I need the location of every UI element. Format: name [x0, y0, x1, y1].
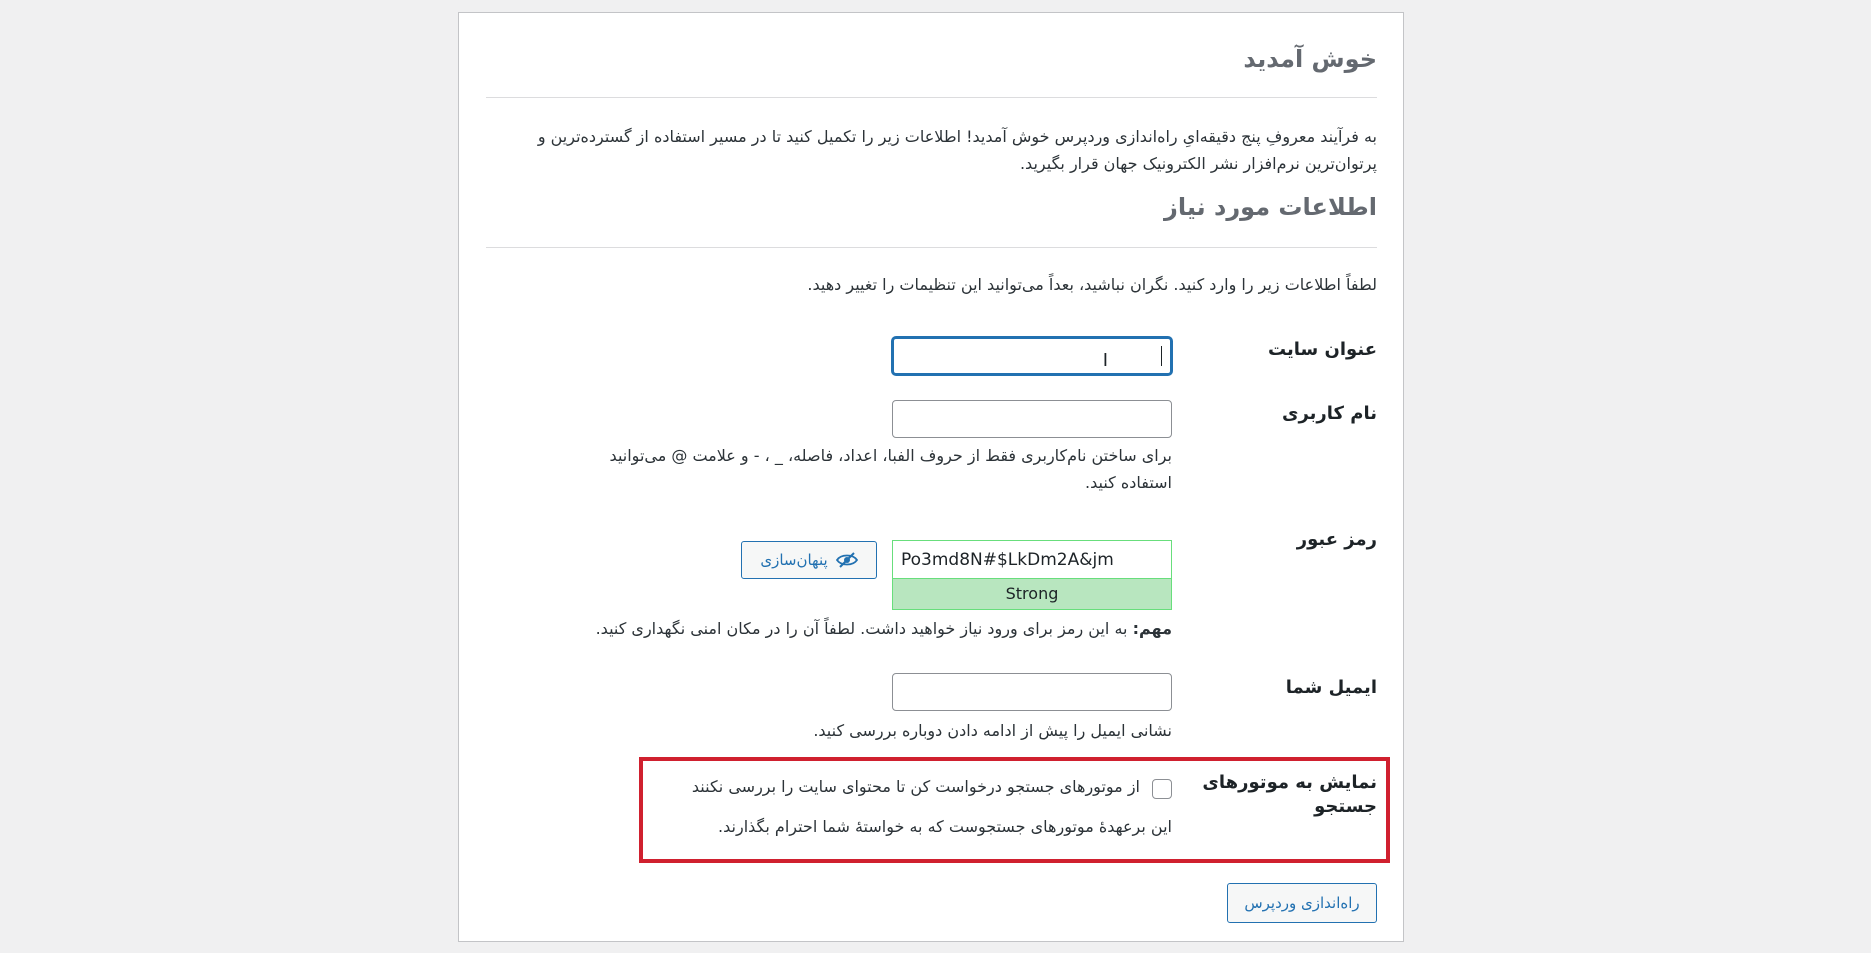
important-text: به این رمز برای ورود نیاز خواهید داشت. لطفاً آن را در مکان امنی نگهداری کنید.: [595, 619, 1133, 638]
required-info-title: اطلاعات مورد نیاز: [1164, 193, 1377, 221]
eye-slash-icon: [836, 552, 858, 568]
password-input[interactable]: [892, 540, 1172, 578]
instructions-text: لطفاً اطلاعات زیر را وارد کنید. نگران نباشید، بعداً می‌توانید این تنظیمات را تغییر دهید.: [807, 275, 1377, 294]
email-hint: نشانی ایمیل را پیش از ادامه دادن دوباره بررسی کنید.: [813, 721, 1172, 740]
username-hint: برای ساختن نام‌کاربری فقط از حروف الفبا، اعداد، فاصله، _ ، - و علامت @ می‌توانید استفاده کنید.: [609, 446, 1172, 492]
site-title-input[interactable]: [892, 337, 1172, 375]
password-label: رمز عبور: [1296, 529, 1377, 550]
setup-card: [458, 12, 1404, 942]
username-label: نام کاربری: [1281, 403, 1377, 424]
important-prefix: مهم:: [1132, 619, 1172, 638]
welcome-text: به فرآیند معروفِ پنج دقیقه‌ایِ راه‌اندازی وردپرس خوش آمدید! اطلاعات زیر را تکمیل کنید تا در مسیر استفاده از گسترده‌ترین و پرتوان‌ترین نرم‌افزار نشر الکترونیک جهان قرار بگیرید.: [537, 127, 1377, 173]
site-title-label: عنوان سایت: [1267, 339, 1377, 360]
email-label: ایمیل شما: [1285, 677, 1377, 698]
password-strength-indicator: Strong: [892, 578, 1172, 610]
password-important-note: [596, 619, 1172, 638]
search-visibility-hint: این برعهدهٔ موتورهای جستجوست که به خواستهٔ شما احترام بگذارند.: [718, 817, 1172, 836]
divider: [486, 247, 1377, 248]
username-input[interactable]: [892, 400, 1172, 438]
divider: [486, 97, 1377, 98]
discourage-search-label[interactable]: از موتورهای جستجو درخواست کن تا محتوای سایت را بررسی نکنند: [691, 777, 1140, 796]
setup-form: [486, 13, 1377, 941]
text-cursor-icon: I: [1102, 350, 1108, 371]
hide-password-button[interactable]: [741, 541, 877, 579]
welcome-title: خوش آمدید: [1243, 45, 1377, 73]
install-wordpress-button[interactable]: راه‌اندازی وردپرس: [1227, 883, 1377, 923]
discourage-search-checkbox[interactable]: [1152, 779, 1172, 799]
search-visibility-label: نمایش به موتورهای جستجو: [1202, 772, 1377, 817]
hide-password-label: پنهان‌سازی: [760, 551, 828, 569]
text-caret: [1161, 346, 1162, 366]
email-input[interactable]: [892, 673, 1172, 711]
